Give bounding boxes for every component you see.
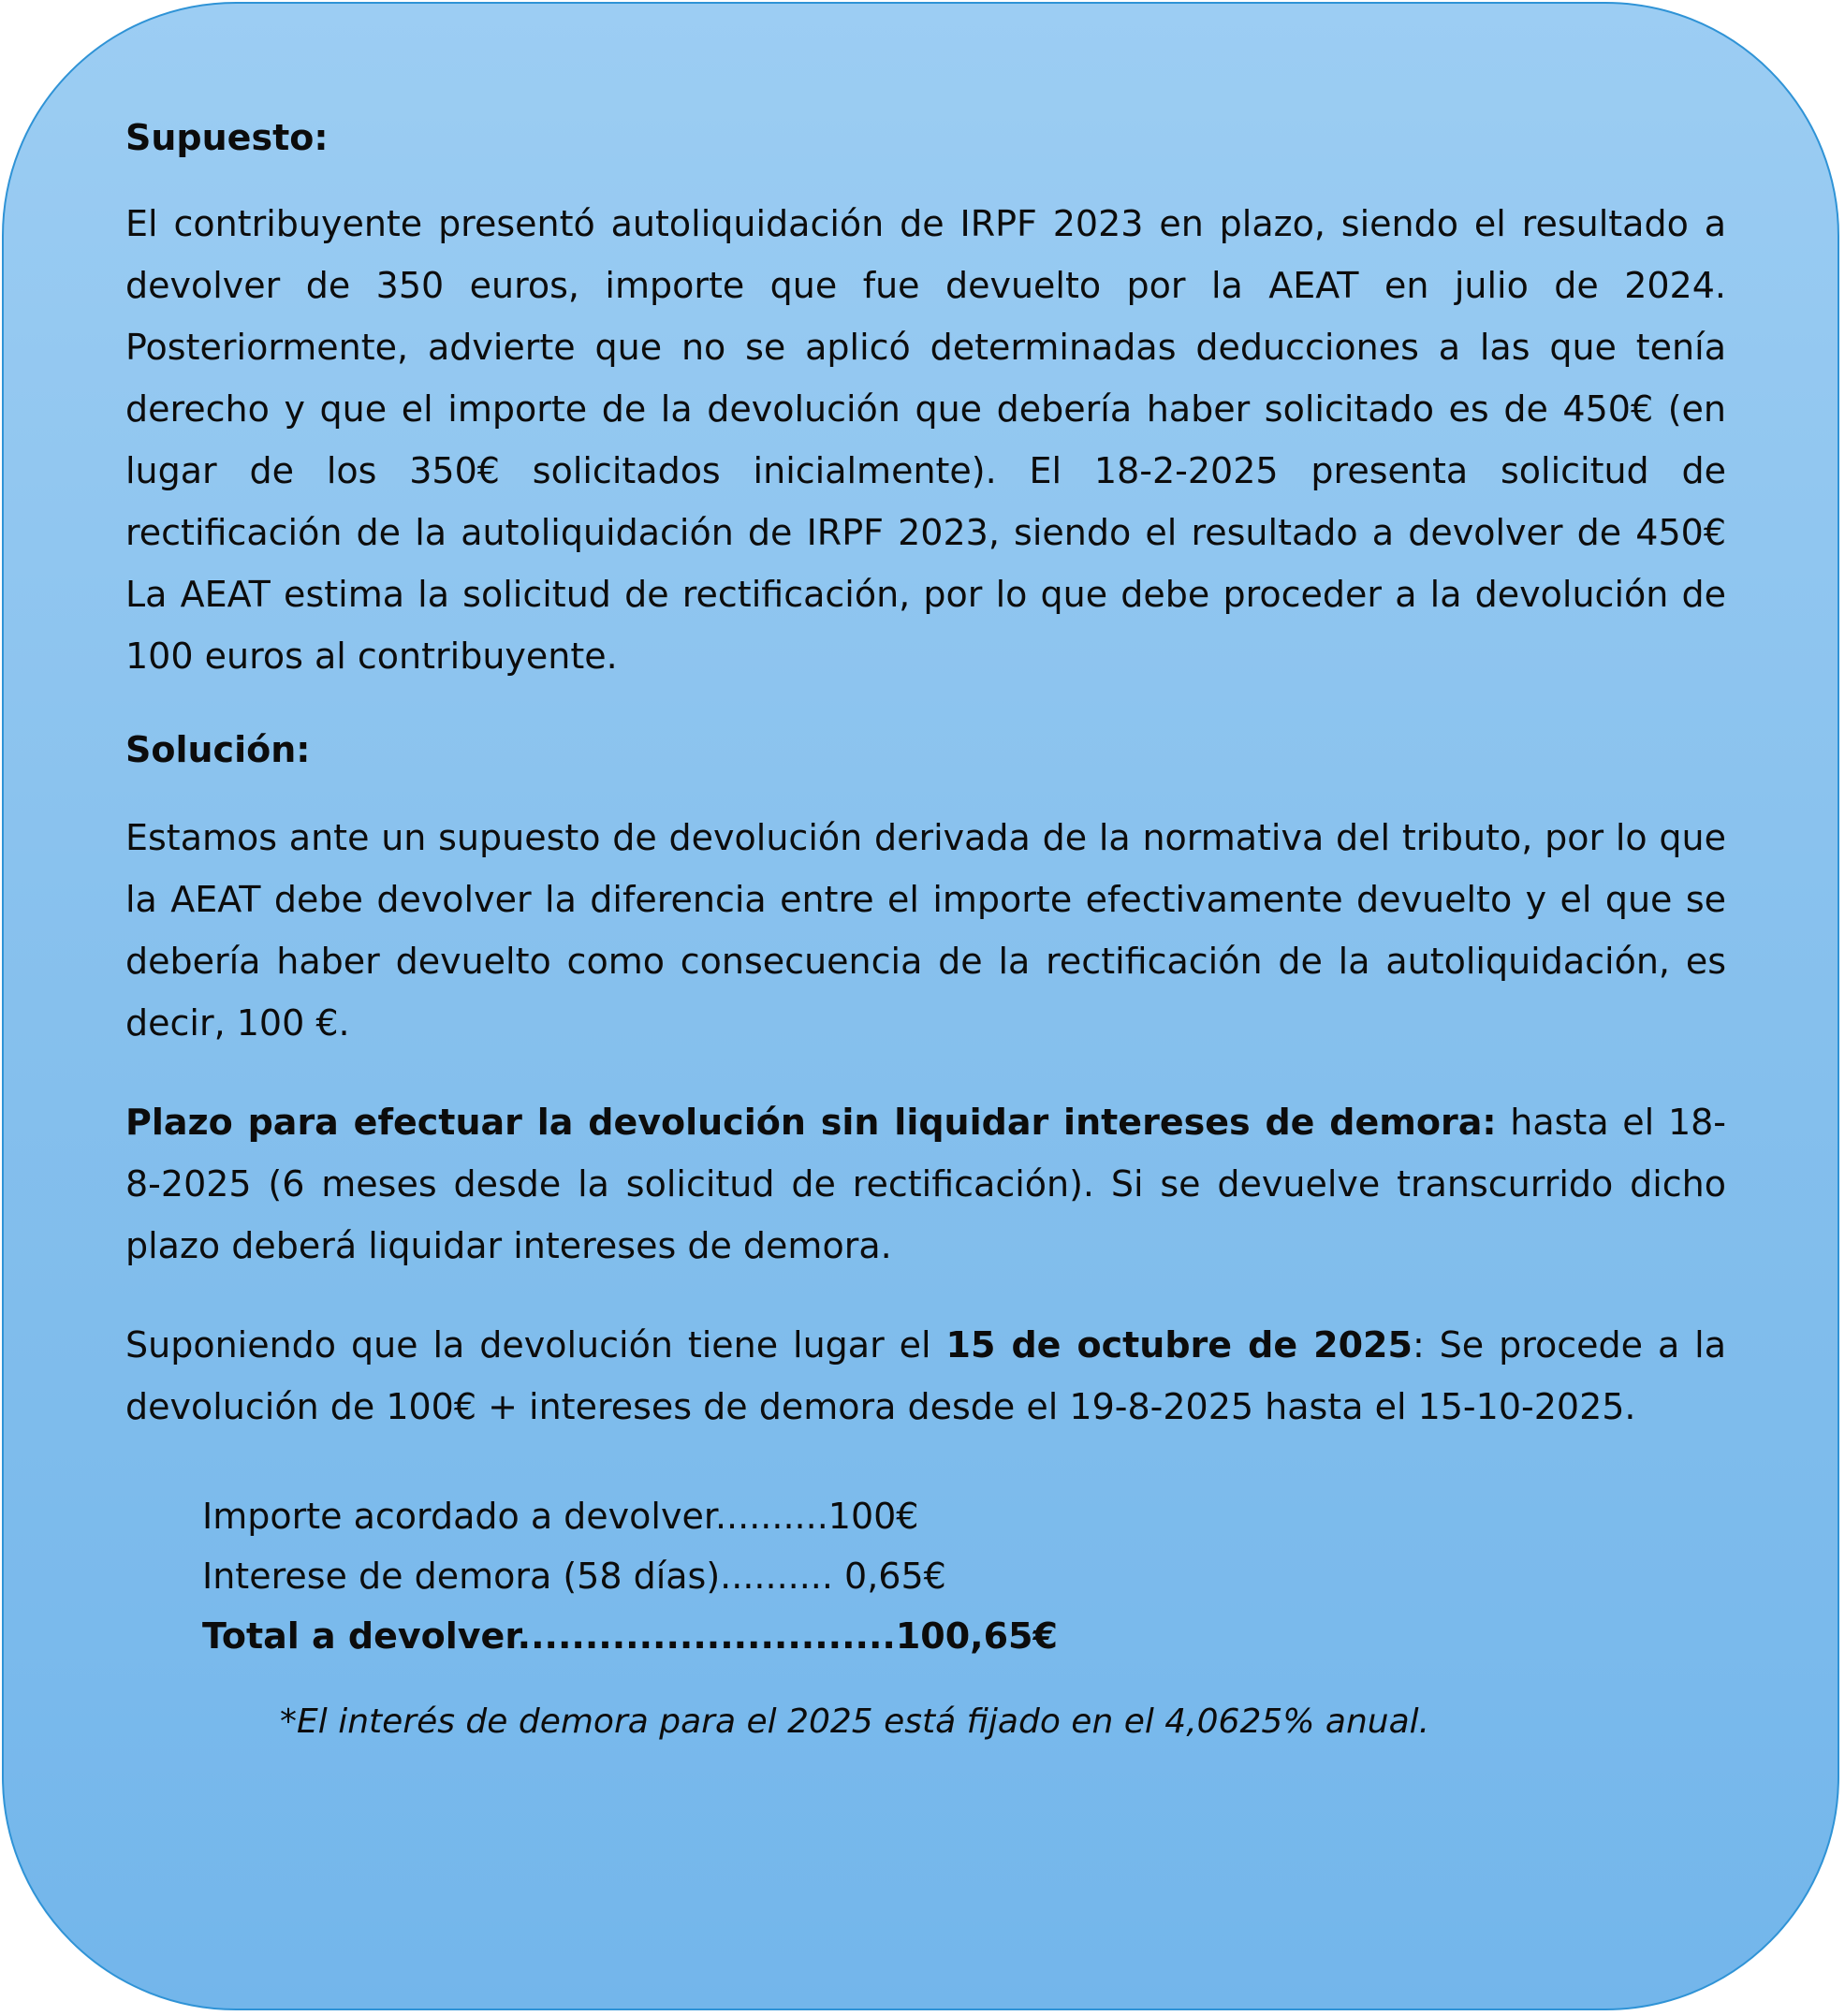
plazo-text: hasta el 18-8-2025 (6 meses desde la solicitud de rectificación). Si se devuelve transcurrido dicho plazo deberá liquidar intereses de demora. bbox=[125, 1102, 1727, 1266]
supuesto-heading: Supuesto: bbox=[125, 117, 329, 158]
suponiendo-before: Suponiendo que la devolución tiene lugar el bbox=[125, 1324, 946, 1366]
plazo-bold: Plazo para efectuar la devolución sin liquidar intereses de demora: bbox=[125, 1102, 1497, 1143]
footnote: *El interés de demora para el 2025 está fijado en el 4,0625% anual. bbox=[280, 1702, 1430, 1741]
calculation-block bbox=[202, 1486, 1726, 1666]
info-card bbox=[2, 2, 1839, 2010]
calc-total: Total a devolver............................100,65€ bbox=[202, 1615, 1058, 1657]
card-content bbox=[125, 107, 1726, 1750]
solucion-text: Estamos ante un supuesto de devolución derivada de la normativa del tributo, por lo que la AEAT debe devolver la diferencia entre el importe efectivamente devuelto y el que se debería haber devuelto como consecuencia de la rectificación de la autoliquidación, es decir, 100 €. bbox=[125, 817, 1726, 1044]
suponiendo-after: : Se procede a la devolución de 100€ + intereses de demora desde el 19-8-2025 hasta el 15-10-2025. bbox=[125, 1324, 1726, 1427]
suponiendo-date: 15 de octubre de 2025 bbox=[945, 1324, 1413, 1366]
supuesto-text: El contribuyente presentó autoliquidación de IRPF 2023 en plazo, siendo el resultado a devolver de 350 euros, importe que fue devuelto por la AEAT en julio de 2024. Posteriormente, advierte que no se aplicó determinadas deducciones a las que tenía derecho y que el importe de la devolución que debería haber solicitado es de 450€ (en lugar de los 350€ solicitados inicialmente). El 18-2-2025 presenta solicitud de rectificación de la autoliquidación de IRPF 2023, siendo el resultado a devolver de 450€ La AEAT estima la solicitud de rectificación, por lo que debe proceder a la devolución de 100 euros al contribuyente. bbox=[125, 203, 1726, 677]
calc-interes: Interese de demora (58 días).......... 0,65€ bbox=[202, 1556, 946, 1597]
suponiendo-paragraph bbox=[125, 1314, 1726, 1438]
calc-importe: Importe acordado a devolver..........100€ bbox=[202, 1496, 919, 1537]
solucion-heading: Solución: bbox=[125, 729, 311, 770]
plazo-paragraph bbox=[125, 1091, 1726, 1277]
